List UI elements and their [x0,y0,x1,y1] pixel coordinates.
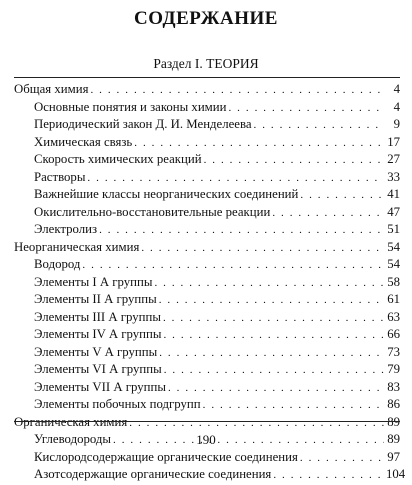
toc-entry-page: 4 [393,82,400,96]
toc-entry-label: Кислородсодержащие органические соединения [34,449,298,464]
toc-entry-page: 41 [387,187,400,201]
dot-leader [134,135,384,153]
page-title: СОДЕРЖАНИЕ [134,8,278,29]
dot-leader [168,380,384,398]
toc-entry-label: Элементы VII А группы [34,379,166,394]
dot-leader [273,467,384,485]
toc-entry-label: Элементы VI А группы [34,362,162,376]
dot-leader [228,100,384,118]
dot-leader [272,205,384,223]
toc-entry-page: 83 [387,379,400,394]
toc-entry-row [14,134,400,152]
dot-leader [159,345,384,363]
toc-entry-row [14,326,400,344]
toc-entry-label: Химическая связь [34,134,133,149]
toc-entry-page: 66 [387,327,400,341]
toc-entry-row [14,151,400,169]
section-heading: Раздел I. ТЕОРИЯ [153,56,259,71]
toc-entry-page: 54 [387,257,400,271]
dot-leader [154,275,384,293]
dot-leader [204,152,384,170]
toc-entry-label: Азотсодержащие органические соединения [34,467,272,481]
top-rule [14,77,400,78]
toc-entry-page: 17 [387,134,400,149]
bottom-rule [14,421,400,422]
toc-entry-page: 33 [387,169,400,184]
toc-entry-page: 9 [393,117,400,131]
toc-entry-label: Важнейшие классы неорганических соединений [34,187,299,201]
toc-entry-page: 51 [387,222,400,236]
dot-leader [254,117,384,135]
dot-leader [129,415,384,433]
dot-leader [300,450,384,468]
toc-entry-label: Элементы V А группы [34,344,158,359]
toc-chapter-row [14,81,400,99]
toc-entry-row [14,116,400,134]
dot-leader [159,292,384,310]
dot-leader [300,187,384,205]
toc-entry-label: Водород [34,257,81,271]
toc-entry-label: Элементы побочных подгрупп [34,397,201,411]
toc-entry-page: 79 [387,362,400,376]
dot-leader [164,362,384,380]
toc-entry-row [14,396,400,414]
toc-entry-page: 58 [387,274,400,289]
toc-entry-page: 104 [386,467,406,481]
toc-entry-label: Элементы II А группы [34,292,157,306]
toc-entry-row [14,274,400,292]
toc-entry-label: Скорость химических реакций [34,152,202,166]
toc-entry-label: Элементы IV А группы [34,327,162,341]
dot-leader [90,82,384,100]
dot-leader [163,310,384,328]
toc-entry-page: 61 [387,292,400,306]
toc-entry-page: 89 [387,432,400,446]
toc-entry-row [14,466,406,484]
toc-entry-page: 54 [387,239,400,254]
toc-entry-row [14,186,400,204]
toc-entry-row [14,449,400,467]
toc-chapter-row [14,414,400,432]
page-number: 190 [196,432,216,447]
toc-entry-label: Органическая химия [14,414,128,429]
toc-entry-row [14,379,400,397]
toc-entry-label: Окислительно-восстановительные реакции [34,204,271,219]
toc-entry-row [14,221,400,239]
toc-entry-row [14,344,400,362]
toc-entry-label: Неорганическая химия [14,239,140,254]
toc-entry-row [14,169,400,187]
dot-leader [82,257,384,275]
toc-entry-page: 27 [387,152,400,166]
toc-entry-label: Основные понятия и законы химии [34,99,227,114]
toc-entry-label: Элементы III А группы [34,309,161,324]
dot-leader [163,327,384,345]
toc-entry-label: Углеводороды [34,432,112,446]
toc-entry-label: Растворы [34,169,86,184]
toc-entry-row [14,291,400,309]
dot-leader [99,222,384,240]
toc-entry-page: 4 [393,99,400,114]
toc-entry-page: 63 [387,309,400,324]
toc-entry-page: 89 [387,414,400,429]
dot-leader [87,170,384,188]
toc-chapter-row [14,239,400,257]
toc-entry-label: Периодический закон Д. И. Менделеева [34,117,252,131]
table-of-contents [14,81,406,484]
toc-entry-page: 97 [387,449,400,464]
toc-entry-label: Общая химия [14,82,89,96]
toc-entry-page: 73 [387,344,400,359]
toc-entry-row [14,204,400,222]
toc-entry-row [14,309,400,327]
dot-leader [141,240,384,258]
toc-entry-page: 86 [387,397,400,411]
toc-entry-row [14,99,400,117]
toc-entry-row [14,361,400,379]
toc-entry-label: Элементы I А группы [34,274,153,289]
toc-entry-page: 47 [387,204,400,219]
toc-entry-label: Электролиз [34,222,98,236]
toc-entry-row [14,256,400,274]
dot-leader [203,397,384,415]
